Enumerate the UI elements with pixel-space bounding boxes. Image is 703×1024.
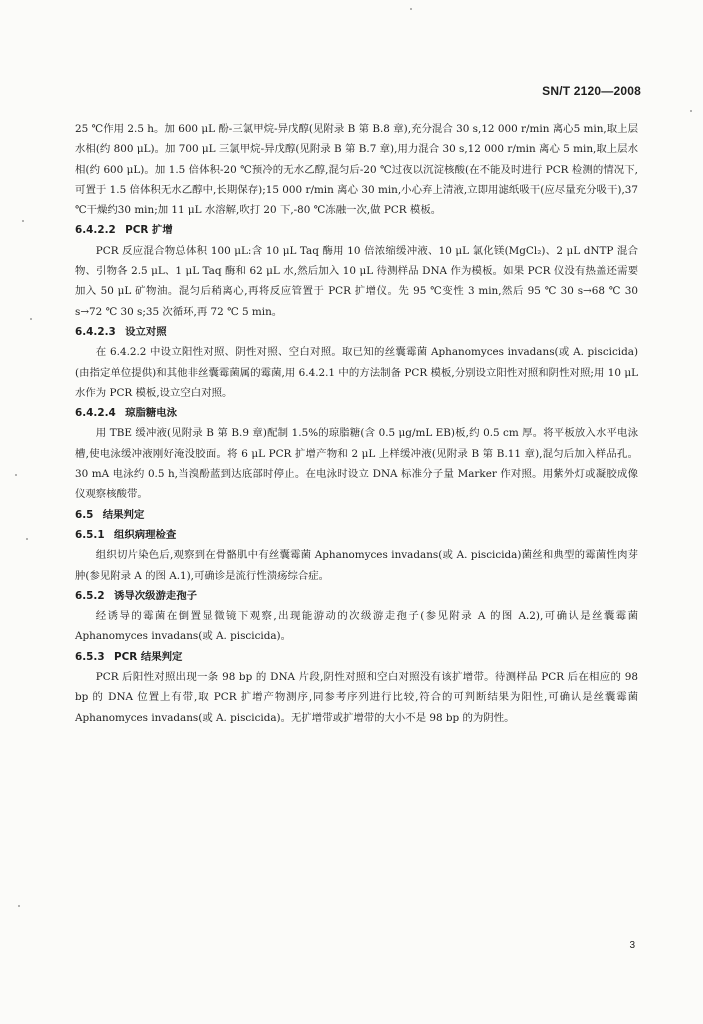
section-heading [75, 525, 638, 545]
section-title: 组织病理检查 [113, 528, 177, 541]
section-heading [75, 505, 638, 525]
section-heading [75, 647, 638, 667]
section-title: 琼脂糖电泳 [125, 407, 178, 420]
paragraph: PCR 后阳性对照出现一条 98 bp 的 DNA 片段,阴性对照和空白对照没有该扩增带。待测样品 PCR 后在相应的 98 bp 的 DNA 位置上有带,取 PCR 扩增产物测序,同参考序列进行比较,符合的可判断结果为阳性,可确认是丝囊霉菌 Aphanomyces invadans(或 A. piscicida)。无扩增带或扩增带的大小不是 98 bp 的为阴性。 [75, 671, 638, 724]
paragraph: 经诱导的霉菌在倒置显微镜下观察,出现能游动的次级游走孢子(参见附录 A 的图 A.2),可确认是丝囊霉菌 Aphanomyces invadans(或 A. piscicida)。 [75, 610, 638, 643]
scan-speck [18, 905, 20, 907]
section-title: PCR 扩增 [125, 224, 173, 237]
section-heading [75, 586, 638, 606]
section-number: 6.4.2.4 [75, 407, 116, 420]
section-heading [75, 322, 638, 342]
paragraph: PCR 反应混合物总体积 100 μL:含 10 μL Taq 酶用 10 倍浓缩缓冲液、10 μL 氯化镁(MgCl₂)、2 μL dNTP 混合物、引物各 2.5 μL、1 μL Taq 酶和 62 μL 水,然后加入 10 μL 待测样品 DNA 作为模板。如果 PCR 仪没有热盖还需要加入 50 μL 矿物油。混匀后稍离心,再将反应管置于 PCR 扩增仪。先 95 ℃变性 3 min,然后 95 ℃ 30 s→68 ℃ 30 s→72 ℃ 30 s;35 次循环,再 72 ℃ 5 min。 [75, 244, 638, 318]
section-heading [75, 220, 638, 240]
section-number: 6.5 [75, 508, 94, 521]
section-title: PCR 结果判定 [113, 650, 183, 663]
scan-speck [22, 220, 24, 222]
standard-code: SN/T 2120—2008 [542, 84, 641, 98]
section-number: 6.4.2.3 [75, 325, 116, 338]
scan-speck [15, 474, 17, 476]
scan-speck [410, 8, 412, 10]
scan-speck [690, 110, 692, 112]
section-heading [75, 403, 638, 423]
section-title: 诱导次级游走孢子 [113, 589, 198, 602]
body-text [75, 119, 638, 728]
section-number: 6.5.3 [75, 650, 105, 663]
scan-speck [26, 538, 28, 540]
paragraph: 在 6.4.2.2 中设立阳性对照、阴性对照、空白对照。取已知的丝囊霉菌 Aphanomyces invadans(或 A. piscicida)(由指定单位提供)和其他非丝囊霉菌属的霉菌,用 6.4.2.1 中的方法制备 PCR 模板,分别设立阳性对照和阴性对照;用 10 μL 水作为 PCR 模板,设立空白对照。 [75, 346, 638, 399]
section-number: 6.4.2.2 [75, 224, 116, 237]
section-number: 6.5.1 [75, 528, 105, 541]
scan-speck [30, 318, 32, 320]
page-number: 3 [629, 940, 635, 951]
paragraph: 用 TBE 缓冲液(见附录 B 第 B.9 章)配制 1.5%的琼脂糖(含 0.5 μg/mL EB)板,约 0.5 cm 厚。将平板放入水平电泳槽,使电泳缓冲液刚好淹没胶面。将 6 μL PCR 扩增产物和 2 μL 上样缓冲液(见附录 B 第 B.11 章),混匀后加入样品孔。30 mA 电泳约 0.5 h,当溴酚蓝到达底部时停止。在电泳时设立 DNA 标准分子量 Marker 作对照。用紫外灯或凝胶成像仪观察核酸带。 [75, 427, 638, 501]
section-number: 6.5.2 [75, 589, 105, 602]
paragraph: 组织切片染色后,观察到在骨骼肌中有丝囊霉菌 Aphanomyces invadans(或 A. piscicida)菌丝和典型的霉菌性肉芽肿(参见附录 A 的图 A.1),可确诊是流行性溃疡综合症。 [75, 549, 638, 582]
paragraph: 25 ℃作用 2.5 h。加 600 μL 酚-三氯甲烷-异戊醇(见附录 B 第 B.8 章),充分混合 30 s,12 000 r/min 离心5 min,取上层水相(约 800 μL)。加 700 μL 三氯甲烷-异戊醇(见附录 B 第 B.7 章),用力混合 30 s,12 000 r/min 离心 5 min,取上层水相(约 600 μL)。加 1.5 倍体积-20 ℃预冷的无水乙醇,混匀后-20 ℃过夜以沉淀核酸(在不能及时进行 PCR 检测的情况下,可置于 1.5 倍体积无水乙醇中,长期保存);15 000 r/min 离心 30 min,小心弃上清液,立即用滤纸吸干(应尽量充分吸干),37 ℃干燥约30 min;加 11 μL 水溶解,吹打 20 下,-80 ℃冻融一次,做 PCR 模板。 [75, 123, 638, 217]
section-title: 设立对照 [125, 325, 167, 338]
section-title: 结果判定 [102, 508, 145, 521]
